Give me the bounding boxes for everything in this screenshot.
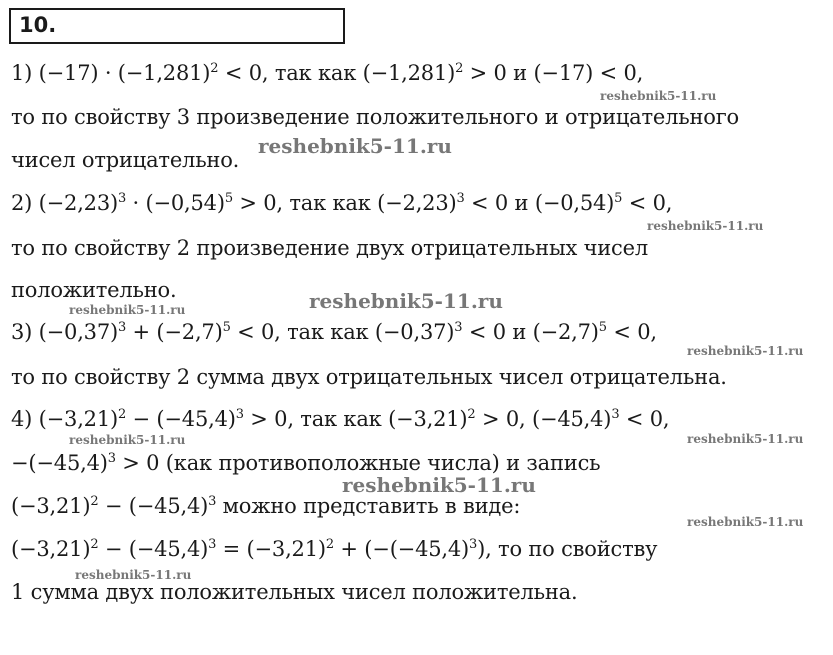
watermark: reshebnik5-11.ru — [69, 303, 186, 317]
solution-line-8: то по свойству 2 сумма двух отрицательных чисел отрицательна. — [11, 365, 727, 389]
solution-line-3: чисел отрицательно. — [11, 148, 240, 172]
task-number-box — [9, 8, 345, 44]
solution-line-4: 2) $(-2,23)^3 \cdot (-0,54)^5 > 0$, так как $(-2,23)^3 < 0$ и $(-0,54)^5 < 0$, — [11, 191, 673, 215]
watermark: reshebnik5-11.ru — [342, 473, 536, 497]
solution-line-13: 1 сумма двух положительных чисел положительна. — [11, 580, 578, 604]
watermark: reshebnik5-11.ru — [309, 289, 503, 313]
solution-line-6: положительно. — [11, 278, 177, 302]
solution-line-9: 4) $(-3,21)^2 - (-45,4)^3 > 0$, так как $(-3,21)^2 > 0$, $(-45,4)^3 < 0$, — [11, 407, 670, 431]
solution-line-10: $-(-45,4)^3 > 0$ (как противоположные числа) и запись — [11, 451, 601, 475]
watermark: reshebnik5-11.ru — [687, 432, 804, 446]
solution-line-1: 1) $(-17) \cdot (-1,281)^2 < 0$, так как $(-1,281)^2 > 0$ и (−17) < 0, — [11, 61, 644, 85]
watermark: reshebnik5-11.ru — [687, 344, 804, 358]
watermark: reshebnik5-11.ru — [687, 515, 804, 529]
watermark: reshebnik5-11.ru — [647, 219, 764, 233]
solution-line-2: то по свойству 3 произведение положительного и отрицательного — [11, 105, 739, 129]
solution-line-12: $(-3,21)^2 - (-45,4)^3 = (-3,21)^2 + (-(-45,4)^3)$, то по свойству — [11, 537, 658, 561]
solution-line-5: то по свойству 2 произведение двух отрицательных чисел — [11, 236, 648, 260]
task-number: 10. — [19, 13, 57, 37]
watermark: reshebnik5-11.ru — [600, 89, 717, 103]
watermark: reshebnik5-11.ru — [75, 568, 192, 582]
solution-line-11: $(-3,21)^2 - (-45,4)^3$ можно представить в виде: — [11, 494, 521, 518]
solution-line-7: 3) $(-0,37)^3 + (-2,7)^5 < 0$, так как $(-0,37)^3 < 0$ и $(-2,7)^5 < 0$, — [11, 320, 657, 344]
watermark: reshebnik5-11.ru — [69, 433, 186, 447]
watermark: reshebnik5-11.ru — [258, 134, 452, 158]
